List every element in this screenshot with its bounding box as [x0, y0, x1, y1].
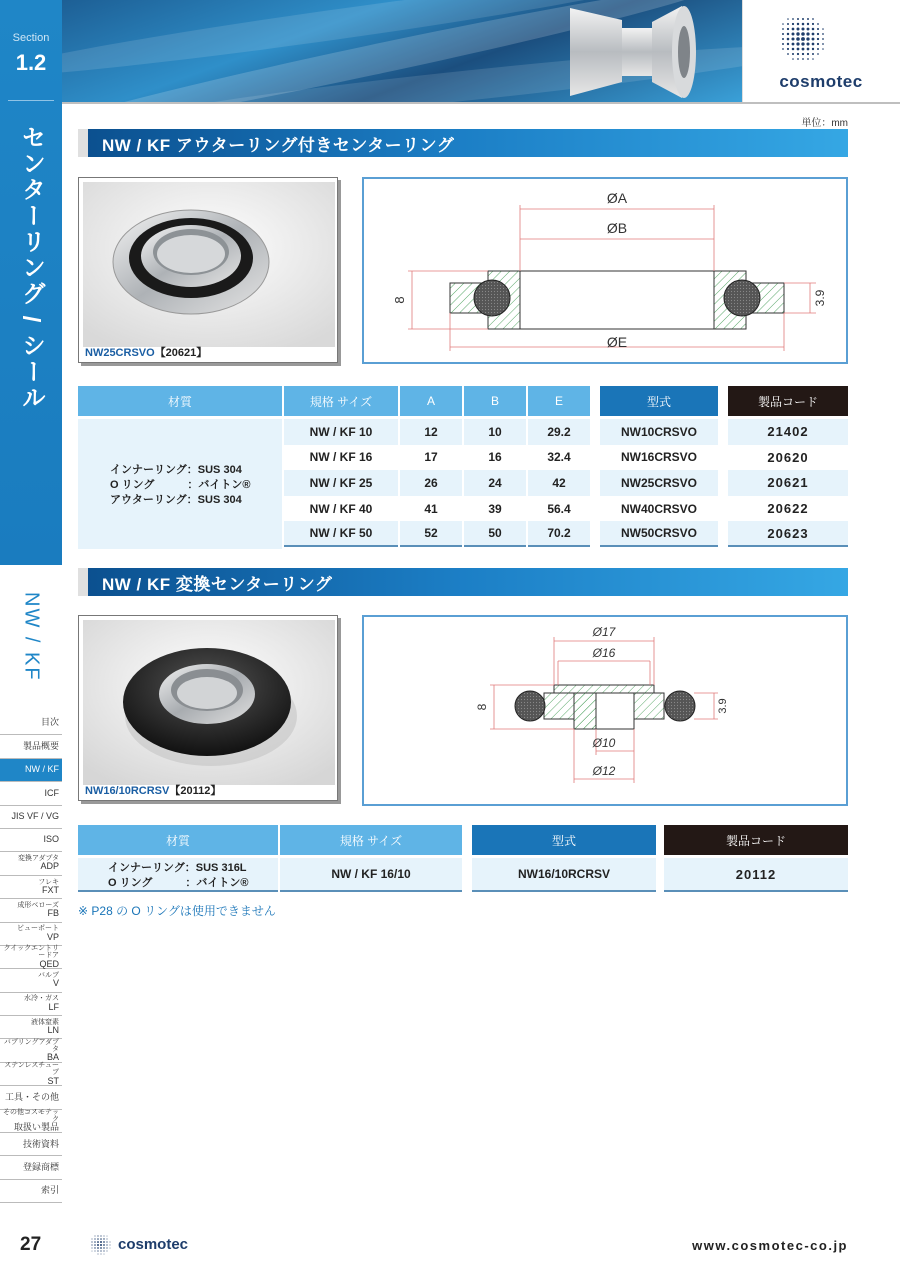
t1-cell-size: NW / KF 25: [284, 470, 398, 496]
reducing-centering-ring-image: [83, 620, 335, 785]
footer-brand-text: cosmotec: [118, 1236, 189, 1253]
sidebar-vertical-subtitle-wrap: [0, 592, 62, 682]
toc-item-label: 索引: [40, 1185, 59, 1196]
toc-item[interactable]: [0, 969, 62, 992]
cosmotec-logo-icon: [772, 12, 832, 64]
t1-header-model: 型式: [600, 386, 718, 416]
t1-cell-e: 42: [528, 470, 590, 496]
section-label: Section: [12, 32, 50, 44]
dim-a-label: ØA: [606, 190, 628, 206]
toc-item-label: バブリングアダプタ: [3, 1038, 59, 1053]
dim2-oring-label: 3.9: [717, 698, 729, 714]
toc-item-label: 成形ベローズ: [17, 901, 59, 909]
t1-cell-model: NW25CRSVO: [600, 470, 718, 496]
t1-cell-size: NW / KF 16: [284, 445, 398, 471]
t2-size-cell: NW / KF 16/10: [280, 858, 462, 892]
section2-title: NW / KF 変換センターリング: [78, 568, 848, 596]
section1-dimension-drawing: [362, 177, 848, 364]
toc-item-label: バルブ: [38, 972, 59, 980]
toc-item[interactable]: [0, 899, 62, 922]
toc-item[interactable]: [0, 1086, 62, 1109]
t1-cell-model: NW10CRSVO: [600, 419, 718, 445]
t1-cell-model: NW40CRSVO: [600, 496, 718, 522]
t1-material-line-1: インナーリング：SUS 304: [110, 464, 242, 476]
toc-item[interactable]: [0, 1156, 62, 1179]
section-number: 1.2: [15, 50, 47, 75]
dim-oring-label: 3.9: [813, 289, 827, 307]
t1-cell-b: 10: [464, 419, 526, 445]
t1-cell-e: 56.4: [528, 496, 590, 522]
t1-cell-e: 70.2: [528, 521, 590, 547]
toc-item-label: ICF: [44, 787, 59, 798]
dim-12-label: Ø12: [592, 764, 616, 778]
dim-17-label: Ø17: [592, 625, 616, 639]
t1-cell-size: NW / KF 40: [284, 496, 398, 522]
section1-photo-caption: [85, 344, 207, 360]
toc-item-label: 目次: [40, 717, 59, 728]
t1-cell-e: 32.4: [528, 445, 590, 471]
toc-item-label: 工具・その他: [4, 1091, 59, 1102]
sidebar-divider: [8, 100, 54, 101]
toc-item-code: ADP: [40, 861, 59, 872]
toc-item[interactable]: [0, 782, 62, 805]
t2-material-line-2: O リング ：バイトン®: [108, 877, 249, 889]
t2-model-cell: NW16/10RCRSV: [472, 858, 656, 892]
toc-item-label: 変換アダプタ: [17, 855, 59, 863]
toc-item-code: FXT: [42, 884, 59, 895]
toc-item-label: JIS VF / VG: [11, 811, 59, 822]
toc-item[interactable]: [0, 1016, 62, 1039]
toc-item-label: ISO: [43, 834, 59, 845]
dim-height-label: 8: [392, 296, 407, 304]
t2-code-cell: 20112: [664, 858, 848, 892]
t1-header-a: A: [400, 386, 462, 416]
t2-material-text: [108, 861, 249, 891]
dim-10-label: Ø10: [592, 736, 616, 750]
t1-cell-a: 17: [400, 445, 462, 471]
section1-drawing-svg: [364, 179, 846, 362]
sidebar-vertical-title-wrap: [0, 125, 62, 411]
t1-cell-a: 52: [400, 521, 462, 547]
t1-header-code: 製品コード: [728, 386, 848, 416]
t1-cell-b: 39: [464, 496, 526, 522]
toc-item[interactable]: [0, 712, 62, 735]
toc-item[interactable]: [0, 993, 62, 1016]
flange-fitting-image: [562, 0, 722, 102]
toc-item-label: クイックエントリードア: [3, 945, 59, 960]
t1-header-material: 材質: [78, 386, 282, 416]
t2-header-code: 製品コード: [664, 825, 848, 855]
toc-item-label: 製品概要: [22, 740, 59, 751]
footer-url-link[interactable]: www.cosmotec-co.jp: [692, 1238, 848, 1253]
t2-material-line-1: インナーリング：SUS 316L: [108, 862, 247, 874]
toc-item-label: フレキ: [38, 878, 59, 886]
toc-item-label: ステンレスチューブ: [4, 1062, 59, 1077]
header-divider: [62, 102, 900, 104]
toc-item-label: 水冷・ガス: [24, 995, 59, 1003]
toc-item-label: 液体窒素: [31, 1018, 59, 1026]
toc-item-code: 取扱い製品: [13, 1122, 59, 1133]
t1-cell-code: 20622: [728, 496, 848, 522]
toc-item[interactable]: [0, 946, 62, 969]
t1-cell-model: NW16CRSVO: [600, 445, 718, 471]
t2-header-material: 材質: [78, 825, 278, 855]
t1-cell-a: 26: [400, 470, 462, 496]
toc-item[interactable]: [0, 876, 62, 899]
toc-item[interactable]: [0, 1133, 62, 1156]
t1-cell-a: 41: [400, 496, 462, 522]
section1-title: NW / KF アウターリング付きセンターリング: [78, 129, 848, 157]
t1-cell-code: 20620: [728, 445, 848, 471]
toc-item[interactable]: [0, 1110, 62, 1133]
usage-note: ※ P28 の O リングは使用できません: [78, 904, 276, 918]
t1-cell-size: NW / KF 50: [284, 521, 398, 547]
t2-header-size: 規格 サイズ: [280, 825, 462, 855]
toc-item-code: VP: [46, 931, 59, 942]
dim-b-label: ØB: [606, 220, 628, 236]
t1-material-line-3: アウターリング：SUS 304: [110, 494, 242, 506]
t1-cell-code: 21402: [728, 419, 848, 445]
t1-header-e: E: [528, 386, 590, 416]
section1-photo-code: 【20621】: [154, 347, 208, 359]
header-banner-image: [62, 0, 742, 102]
centering-ring-with-outer-ring-image: [83, 182, 335, 347]
toc-item-label: その他コスモテック: [3, 1108, 59, 1124]
dim2-height-label: 8: [475, 703, 489, 711]
t1-material-line-2: O リング ：バイトン®: [110, 479, 251, 491]
section1-product-photo: [78, 177, 338, 363]
sidebar-vertical-subtitle: NW / KF: [20, 592, 43, 682]
toc-item-code: LF: [48, 1001, 59, 1012]
t1-cell-model: NW50CRSVO: [600, 521, 718, 547]
section2-photo-caption: [85, 782, 221, 798]
t2-header-model: 型式: [472, 825, 656, 855]
toc-item-code: V: [52, 978, 59, 989]
t1-cell-e: 29.2: [528, 419, 590, 445]
footer-cosmotec-logo-icon: [88, 1232, 112, 1256]
t1-cell-a: 12: [400, 419, 462, 445]
t1-header-b: B: [464, 386, 526, 416]
toc-item[interactable]: [0, 806, 62, 829]
section1-photo-model: NW25CRSVO: [85, 347, 155, 359]
sidebar-vertical-title: センターリング / シール: [17, 125, 45, 412]
toc-item-code: LN: [47, 1025, 59, 1036]
t1-header-size: 規格 サイズ: [284, 386, 398, 416]
section2-product-photo: [78, 615, 338, 801]
toc-item-label: 登録商標: [22, 1161, 59, 1172]
toc-item-label: NW / KF: [25, 764, 59, 775]
section2-drawing-svg: [364, 617, 846, 804]
t1-cell-code: 20623: [728, 521, 848, 547]
section2-photo-model: NW16/10RCRSV: [85, 785, 170, 797]
toc-item[interactable]: [0, 923, 62, 946]
toc-item[interactable]: [0, 735, 62, 758]
toc-item-code: FB: [47, 908, 59, 919]
toc-item[interactable]: [0, 1039, 62, 1062]
t1-cell-b: 16: [464, 445, 526, 471]
brand-logo-text: cosmotec: [779, 72, 863, 91]
toc-item[interactable]: [0, 1063, 62, 1086]
toc-item-label: 技術資料: [22, 1138, 59, 1149]
toc-item[interactable]: [0, 829, 62, 852]
unit-label: 単位：mm: [801, 118, 848, 129]
page-number: 27: [20, 1234, 42, 1255]
toc-item-code: QED: [39, 958, 59, 969]
toc-item-code: ST: [47, 1075, 59, 1086]
section2-dimension-drawing: [362, 615, 848, 806]
toc-item[interactable]: [0, 852, 62, 875]
t1-cell-size: NW / KF 10: [284, 419, 398, 445]
toc-item[interactable]: [0, 759, 62, 782]
dim-e-label: ØE: [606, 334, 628, 350]
t1-cell-b: 24: [464, 470, 526, 496]
t1-cell-b: 50: [464, 521, 526, 547]
dim-16-label: Ø16: [592, 646, 616, 660]
toc-item-code: BA: [46, 1052, 59, 1063]
t1-material-text: [110, 463, 251, 508]
toc-nav: [0, 712, 62, 1203]
t1-cell-code: 20621: [728, 470, 848, 496]
section2-photo-code: 【20112】: [169, 785, 222, 797]
toc-item[interactable]: [0, 1180, 62, 1203]
toc-item-label: ビューポート: [17, 925, 59, 933]
